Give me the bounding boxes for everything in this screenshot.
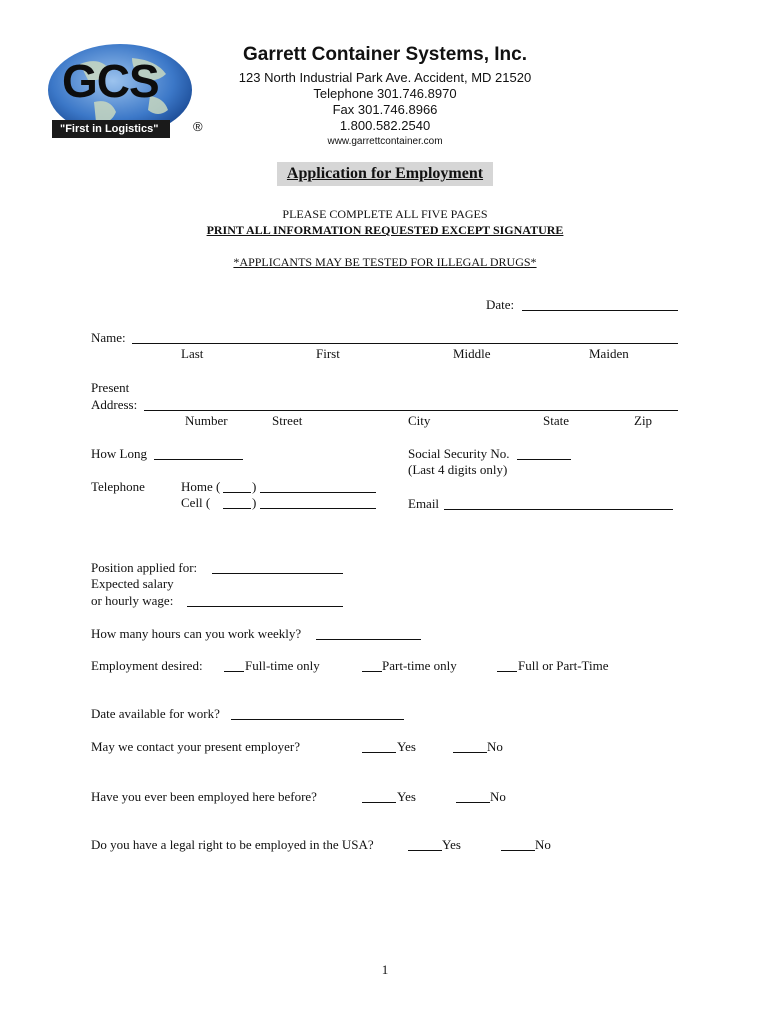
either-option: Full or Part-Time xyxy=(518,658,609,673)
home-paren-close: ) xyxy=(252,479,257,494)
email-label: Email xyxy=(408,496,440,511)
company-name: Garrett Container Systems, Inc. xyxy=(242,44,528,65)
employed-before-label: Have you ever been employed here before? xyxy=(91,789,317,804)
email-field[interactable] xyxy=(444,509,673,510)
company-tollfree: 1.800.582.2540 xyxy=(339,118,431,133)
date-label: Date: xyxy=(486,297,515,312)
ssn-label: Social Security No. xyxy=(408,446,510,461)
name-maiden-caption: Maiden xyxy=(589,346,629,361)
contact-no-option: No xyxy=(487,739,503,754)
ssn-hint: (Last 4 digits only) xyxy=(408,462,508,477)
how-long-field[interactable] xyxy=(154,459,243,460)
home-area-code-field[interactable] xyxy=(223,492,251,493)
cell-phone-field[interactable] xyxy=(260,508,376,509)
legal-yes-option: Yes xyxy=(442,837,461,852)
company-fax: Fax 301.746.8966 xyxy=(332,102,438,117)
contact-yes-option: Yes xyxy=(397,739,416,754)
contact-yes-blank[interactable] xyxy=(362,752,396,753)
fulltime-blank[interactable] xyxy=(224,671,244,672)
name-middle-caption: Middle xyxy=(453,346,491,361)
company-telephone: Telephone 301.746.8970 xyxy=(313,86,457,101)
address-zip-caption: Zip xyxy=(634,413,653,428)
legal-no-option: No xyxy=(535,837,551,852)
name-field[interactable] xyxy=(132,343,678,344)
contact-no-blank[interactable] xyxy=(453,752,487,753)
logo-letters: GCS xyxy=(62,55,159,107)
employed-yes-option: Yes xyxy=(397,789,416,804)
fulltime-option: Full-time only xyxy=(245,658,320,673)
salary-field[interactable] xyxy=(187,606,343,607)
ssn-field[interactable] xyxy=(517,459,571,460)
cell-paren-close: ) xyxy=(252,495,257,510)
cell-area-code-field[interactable] xyxy=(223,508,251,509)
parttime-blank[interactable] xyxy=(362,671,382,672)
present-label: Present xyxy=(91,380,130,395)
registered-mark: ® xyxy=(193,119,203,134)
logo-tagline: "First in Logistics" xyxy=(60,123,159,135)
home-phone-field[interactable] xyxy=(260,492,376,493)
salary-label-1: Expected salary xyxy=(91,576,174,591)
employed-no-blank[interactable] xyxy=(456,802,490,803)
company-website: www.garrettcontainer.com xyxy=(327,136,443,147)
employed-no-option: No xyxy=(490,789,506,804)
instruction-line-2: PRINT ALL INFORMATION REQUESTED EXCEPT SIGNATURE xyxy=(206,223,564,237)
cell-phone-label: Cell ( xyxy=(181,495,211,510)
home-phone-label: Home ( xyxy=(181,479,221,494)
date-available-field[interactable] xyxy=(231,719,404,720)
legal-yes-blank[interactable] xyxy=(408,850,442,851)
address-field[interactable] xyxy=(144,410,678,411)
address-state-caption: State xyxy=(543,413,569,428)
employment-desired-label: Employment desired: xyxy=(91,658,203,673)
page-number: 1 xyxy=(381,962,389,977)
position-label: Position applied for: xyxy=(91,560,198,575)
date-available-label: Date available for work? xyxy=(91,706,220,721)
name-last-caption: Last xyxy=(181,346,204,361)
address-city-caption: City xyxy=(408,413,431,428)
legal-no-blank[interactable] xyxy=(501,850,535,851)
salary-label-2: or hourly wage: xyxy=(91,593,174,608)
contact-employer-label: May we contact your present employer? xyxy=(91,739,301,754)
company-logo xyxy=(40,44,192,144)
date-field[interactable] xyxy=(522,310,678,311)
name-label: Name: xyxy=(91,330,126,345)
position-field[interactable] xyxy=(212,573,343,574)
instruction-line-1: PLEASE COMPLETE ALL FIVE PAGES xyxy=(282,207,488,221)
address-street-caption: Street xyxy=(272,413,303,428)
page-title: Application for Employment xyxy=(286,165,484,182)
legal-right-label: Do you have a legal right to be employed in the USA? xyxy=(91,837,374,852)
employed-yes-blank[interactable] xyxy=(362,802,396,803)
address-number-caption: Number xyxy=(185,413,228,428)
name-first-caption: First xyxy=(316,346,340,361)
how-long-label: How Long xyxy=(91,446,147,461)
drug-test-notice: *APPLICANTS MAY BE TESTED FOR ILLEGAL DRUGS* xyxy=(233,255,537,269)
hours-label: How many hours can you work weekly? xyxy=(91,626,302,641)
parttime-option: Part-time only xyxy=(382,658,457,673)
address-label: Address: xyxy=(91,397,138,412)
hours-field[interactable] xyxy=(316,639,421,640)
company-address: 123 North Industrial Park Ave. Accident, MD 21520 xyxy=(238,70,532,85)
telephone-label: Telephone xyxy=(91,479,145,494)
either-blank[interactable] xyxy=(497,671,517,672)
